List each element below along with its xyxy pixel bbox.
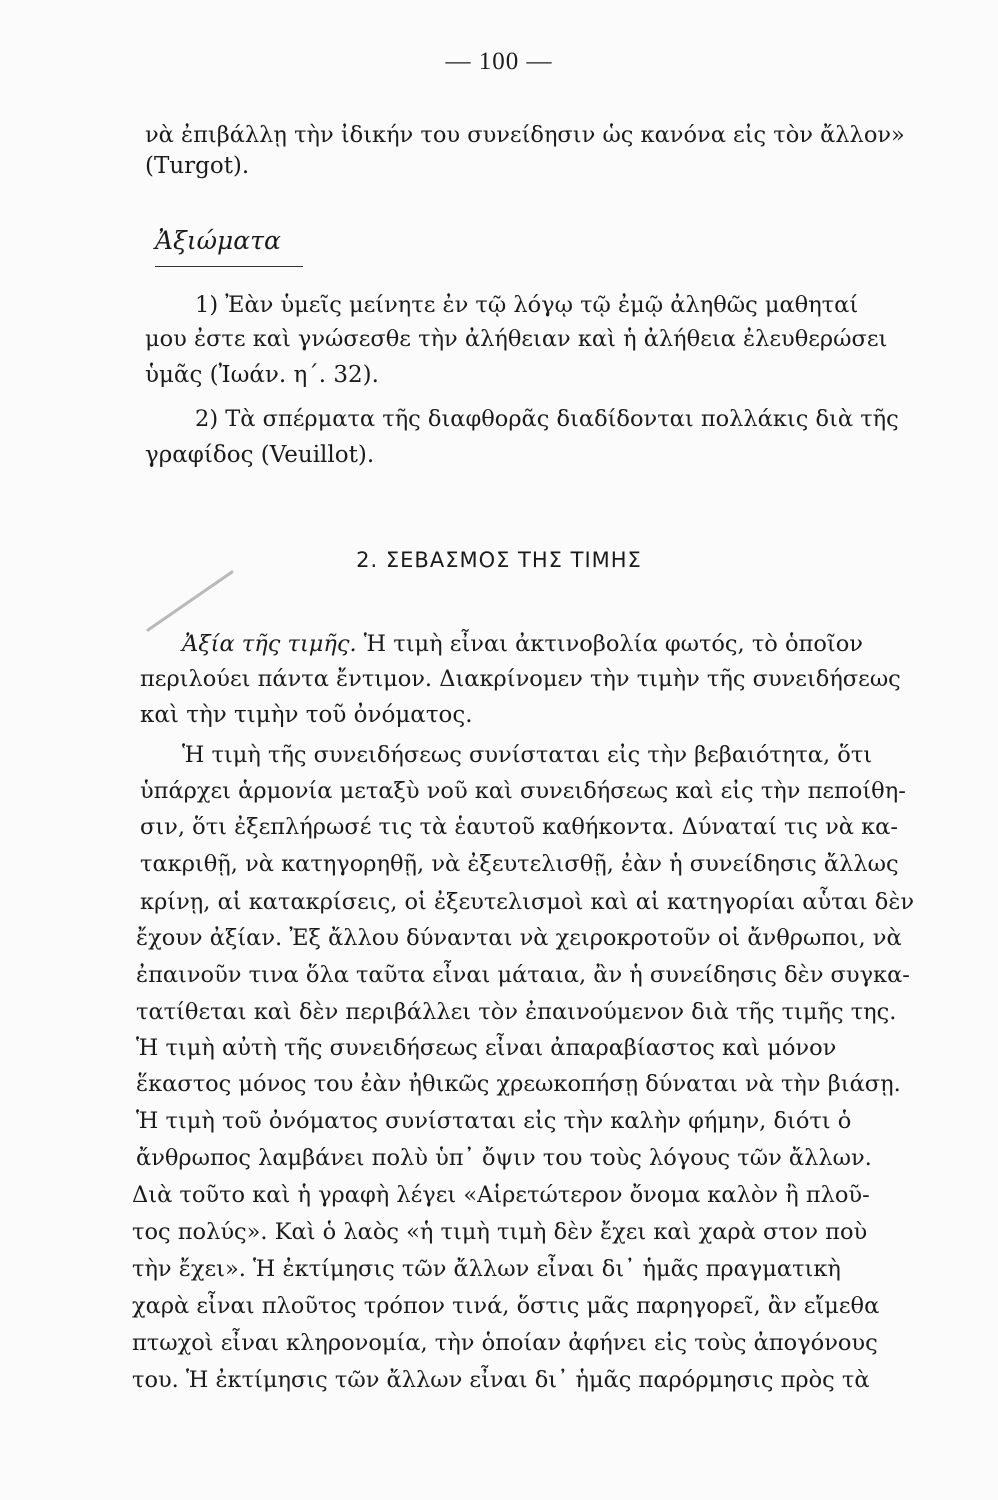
body-line: πτωχοὶ εἶναι κληρονομία, τὴν ὁποίαν ἀφήνει εἰς τοὺς ἀπογόνους <box>132 1330 878 1356</box>
axiom-line: μου ἐστε καὶ γνώσεσθε τὴν ἀλήθειαν καὶ ἡ ἀλήθεια ἐλευθερώσει <box>145 326 888 352</box>
body-line: σιν, ὅτι ἐξεπλήρωσέ τις τὰ ἑαυτοῦ καθήκοντα. Δύναταί τις νὰ κα- <box>140 814 898 840</box>
body-line: ὑπάρχει ἁρμονία μεταξὺ νοῦ καὶ συνειδήσεως καὶ εἰς τὴν πεποίθη- <box>140 778 906 804</box>
body-line: περιλούει πάντα ἔντιμον. Διακρίνομεν τὴν τιμὴν τῆς συνειδήσεως <box>140 666 901 692</box>
axiom-line: 2) Τὰ σπέρματα τῆς διαφθορᾶς διαδίδονται πολλάκις διὰ τῆς <box>195 406 899 432</box>
continuation-line: (Turgot). <box>145 153 250 179</box>
axioms-heading: Ἀξιώματα <box>155 226 281 255</box>
axiom-line: γραφίδος (Veuillot). <box>145 442 375 468</box>
body-line: Ἡ τιμὴ τοῦ ὀνόματος συνίσταται εἰς τὴν καλὴν φήμην, διότι ὁ <box>136 1108 852 1134</box>
body-line: τακριθῇ, νὰ κατηγορηθῇ, νὰ ἐξευτελισθῇ, ἐὰν ἡ συνείδησις ἄλλως <box>140 851 899 877</box>
body-line: καὶ τὴν τιμὴν τοῦ ὀνόματος. <box>140 702 473 728</box>
body-line: ἔχουν ἀξίαν. Ἐξ ἄλλου δύνανται νὰ χειροκροτοῦν οἱ ἄνθρωποι, νὰ <box>136 925 902 951</box>
body-line: κρίνῃ, αἱ κατακρίσεις, οἱ ἐξευτελισμοὶ καὶ αἱ κατηγορίαι αὗται δὲν <box>140 889 915 915</box>
continuation-line: νὰ ἐπιβάλλῃ τὴν ἰδικήν του συνείδησιν ὡς κανόνα εἰς τὸν ἄλλον» <box>145 122 905 148</box>
section-title: 2. ΣΕΒΑΣΜΟΣ ΤΗΣ ΤΙΜΗΣ <box>356 548 642 572</box>
page-number: — 100 — <box>445 48 553 75</box>
body-line: τος πολύς». Καὶ ὁ λαὸς «ἡ τιμὴ τιμὴ δὲν ἔχει καὶ χαρὰ στον ποὺ <box>132 1219 868 1245</box>
section-subheading: Ἀξία τῆς τιμῆς. <box>182 631 357 657</box>
body-line: του. Ἡ ἐκτίμησις τῶν ἄλλων εἶναι δι᾽ ἡμᾶς παρόρμησις πρὸς τὰ <box>132 1367 870 1393</box>
body-line: ἕκαστος μόνος του ἐὰν ἠθικῶς χρεωκοπήσῃ δύναται νὰ τὴν βιάσῃ. <box>136 1071 901 1097</box>
body-line: Διὰ τοῦτο καὶ ἡ γραφὴ λέγει «Αἱρετώτερον ὄνομα καλὸν ἢ πλοῦ- <box>132 1182 870 1208</box>
axiom-line: 1) Ἐὰν ὑμεῖς μείνητε ἐν τῷ λόγῳ τῷ ἐμῷ ἀληθῶς μαθηταί <box>195 292 859 318</box>
body-line: ἐπαινοῦν τινα ὅλα ταῦτα εἶναι μάταια, ἂν ἡ συνείδησις δὲν συγκα- <box>136 962 910 988</box>
section-first-line <box>182 629 863 659</box>
body-line: χαρὰ εἶναι πλοῦτος τρόπον τινά, ὅστις μᾶς παρηγορεῖ, ἂν εἴμεθα <box>132 1293 880 1319</box>
heading-underline <box>155 266 303 267</box>
body-line: ἄνθρωπος λαμβάνει πολὺ ὑπ᾽ ὄψιν του τοὺς λόγους τῶν ἄλλων. <box>136 1145 872 1171</box>
pencil-mark-icon <box>140 566 240 636</box>
body-line: Ἡ τιμὴ τῆς συνειδήσεως συνίσταται εἰς τὴν βεβαιότητα, ὅτι <box>182 742 873 768</box>
body-line: τὴν ἔχει». Ἡ ἐκτίμησις τῶν ἄλλων εἶναι δι᾽ ἡμᾶς πραγματικὴ <box>132 1256 841 1282</box>
body-line: τατίθεται καὶ δὲν περιβάλλει τὸν ἐπαινούμενον διὰ τῆς τιμῆς της. <box>136 999 897 1025</box>
body-text: Ἡ τιμὴ εἶναι ἀκτινοβολία φωτός, τὸ ὁποῖον <box>363 631 863 657</box>
axiom-line: ὑμᾶς (Ἰωάν. η΄. 32). <box>145 362 379 388</box>
body-line: Ἡ τιμὴ αὐτὴ τῆς συνειδήσεως εἶναι ἀπαραβίαστος καὶ μόνον <box>136 1035 837 1061</box>
